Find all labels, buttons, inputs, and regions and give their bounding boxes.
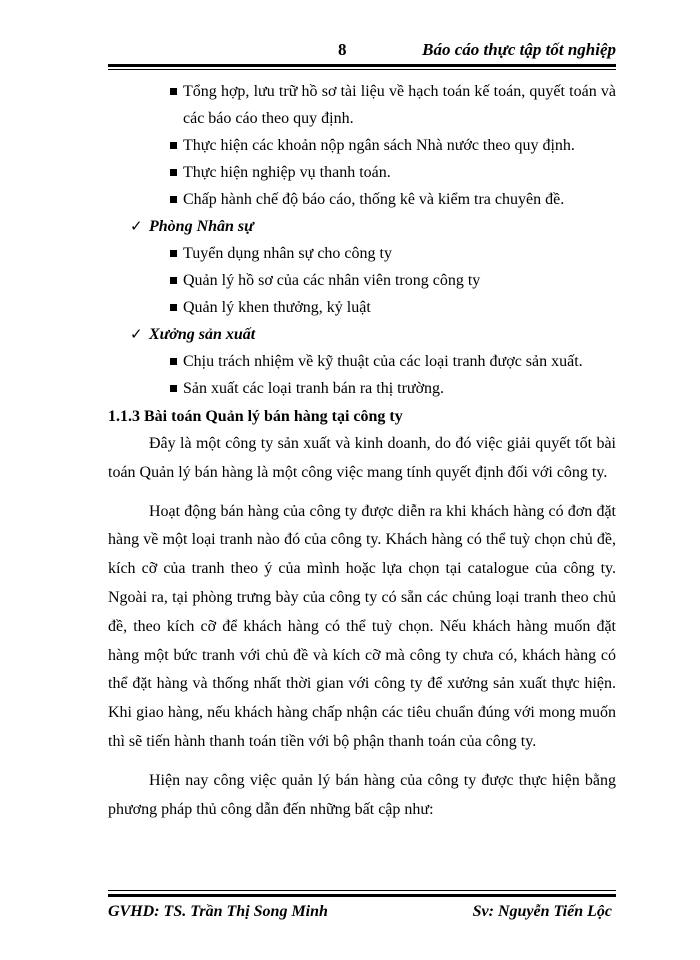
- square-bullet-icon: [170, 196, 177, 203]
- square-bullet-icon: [170, 385, 177, 392]
- report-title: Báo cáo thực tập tốt nghiệp: [422, 40, 616, 59]
- checkmark-icon: ✓: [130, 217, 143, 235]
- list-item: Quản lý hồ sơ của các nhân viên trong công ty: [108, 267, 616, 294]
- department-heading-hr: ✓ Phòng Nhân sự: [108, 213, 616, 240]
- list-item: Tuyển dụng nhân sự cho công ty: [108, 240, 616, 267]
- square-bullet-icon: [170, 250, 177, 257]
- student-name: Sv: Nguyễn Tiến Lộc: [472, 903, 612, 920]
- list-item: Quản lý khen thưởng, kỷ luật: [108, 294, 616, 321]
- list-item: Chịu trách nhiệm về kỹ thuật của các loại tranh được sản xuất.: [108, 348, 616, 375]
- footer-rule-thin: [108, 890, 616, 891]
- square-bullet-icon: [170, 358, 177, 365]
- page-footer: [108, 903, 616, 925]
- square-bullet-icon: [170, 88, 177, 95]
- square-bullet-icon: [170, 142, 177, 149]
- advisor-name: GVHD: TS. Trần Thị Song Minh: [108, 903, 328, 920]
- paragraph: Hiện nay công việc quản lý bán hàng của công ty được thực hiện bằng phương pháp thủ công dẫn đến những bất cập như:: [108, 771, 616, 818]
- square-bullet-icon: [170, 277, 177, 284]
- page-number: 8: [338, 40, 347, 59]
- page-content: [108, 78, 616, 824]
- square-bullet-icon: [170, 304, 177, 311]
- header-rule-thin: [108, 69, 616, 70]
- list-item: Thực hiện các khoản nộp ngân sách Nhà nước theo quy định.: [108, 132, 616, 159]
- header-rule-thick: [108, 64, 616, 67]
- paragraph: Đây là một công ty sản xuất và kinh doanh, do đó việc giải quyết tốt bài toán Quản lý bán hàng là một công việc mang tính quyết định đối với công ty.: [108, 435, 616, 481]
- page-header: [108, 40, 616, 62]
- list-item: Sản xuất các loại tranh bán ra thị trường.: [108, 375, 616, 402]
- footer-rule-thick: [108, 894, 616, 897]
- list-item: Chấp hành chế độ báo cáo, thống kê và kiểm tra chuyên đề.: [108, 186, 616, 213]
- list-item: Thực hiện nghiệp vụ thanh toán.: [108, 159, 616, 186]
- checkmark-icon: ✓: [130, 325, 143, 343]
- section-title: 1.1.3 Bài toán Quản lý bán hàng tại công ty: [108, 408, 403, 425]
- paragraph: Hoạt động bán hàng của công ty được diễn ra khi khách hàng có đơn đặt hàng về một loại tranh nào đó của công ty. Khách hàng có thể tuỳ chọn chủ đề, kích cỡ của tranh theo ý của mình hoặc lựa chọn tại catalogue của công ty. Ngoài ra, tại phòng trưng bày của công ty có sẵn các chủng loại tranh theo chủ đề, theo kích cỡ để khách hàng có thể tuỳ chọn. Nếu khách hàng muốn đặt hàng một bức tranh với chủ đề và kích cỡ mà công ty chưa có, khách hàng có thể đặt hàng và thống nhất thời gian với công ty để xưởng sản xuất thực hiện. Khi giao hàng, nếu khách hàng chấp nhận các tiêu chuẩn đúng với mong muốn thì sẽ tiến hành thanh toán tiền với bộ phận thanh toán của công ty.: [108, 502, 616, 750]
- list-item: Tổng hợp, lưu trữ hồ sơ tài liệu về hạch toán kế toán, quyết toán và các báo cáo theo quy định.: [108, 78, 616, 132]
- department-heading-factory: ✓ Xưởng sản xuất: [108, 321, 616, 348]
- square-bullet-icon: [170, 169, 177, 176]
